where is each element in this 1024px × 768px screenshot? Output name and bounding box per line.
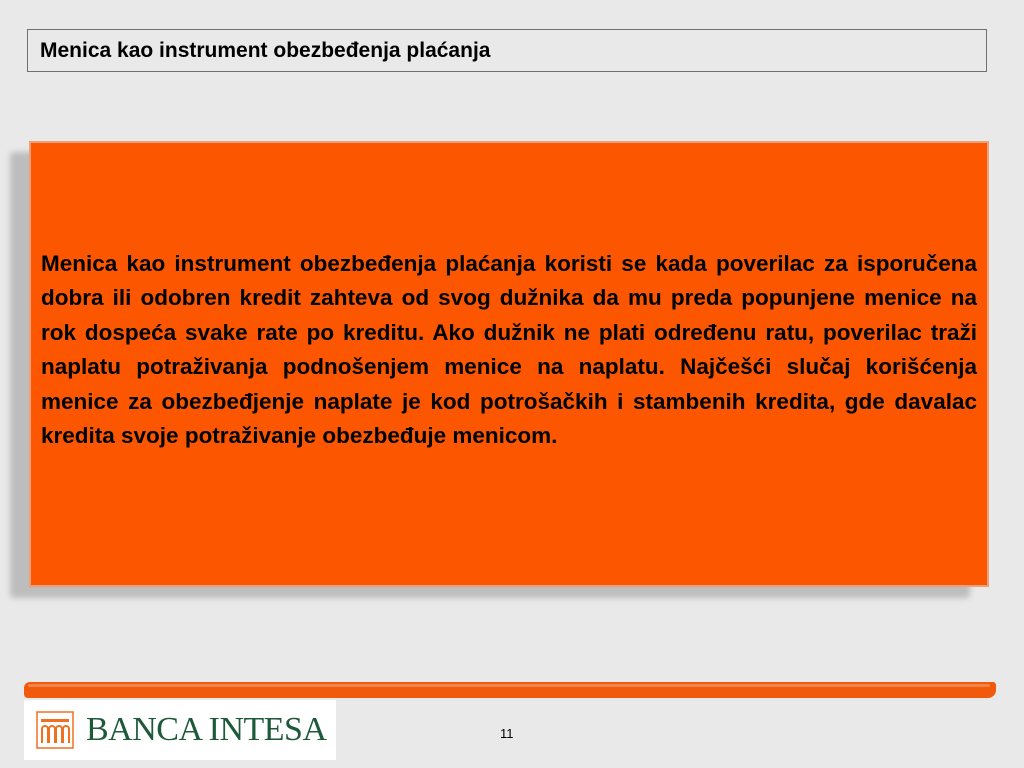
slide-title-box bbox=[27, 29, 987, 72]
body-text: Menica kao instrument obezbeđenja plaćanja koristi se kada poverilac za isporučena dobra ili odobren kredit zahteva od svog dužnika da mu preda popunjene menice na rok dospeća svake rate po kreditu. Ako dužnik ne plati određenu ratu, poverilac traži naplatu potraživanja podnošenjem menice na naplatu. Najčešći slučaj korišćenja menice za obezbeđjenje naplate je kod potrošačkih i stambenih kredita, gde davalac kredita svoje potraživanje obezbeđuje menicom. bbox=[41, 250, 977, 448]
arches-logo-icon bbox=[36, 711, 74, 749]
banca-intesa-logo bbox=[24, 700, 336, 760]
page-number: 11 bbox=[500, 726, 514, 741]
content-box bbox=[29, 141, 989, 587]
logo-text: BANCA INTESA bbox=[86, 711, 327, 748]
slide-title: Menica kao instrument obezbeđenja plaćanja bbox=[40, 38, 491, 62]
footer-orange-line bbox=[24, 682, 996, 698]
